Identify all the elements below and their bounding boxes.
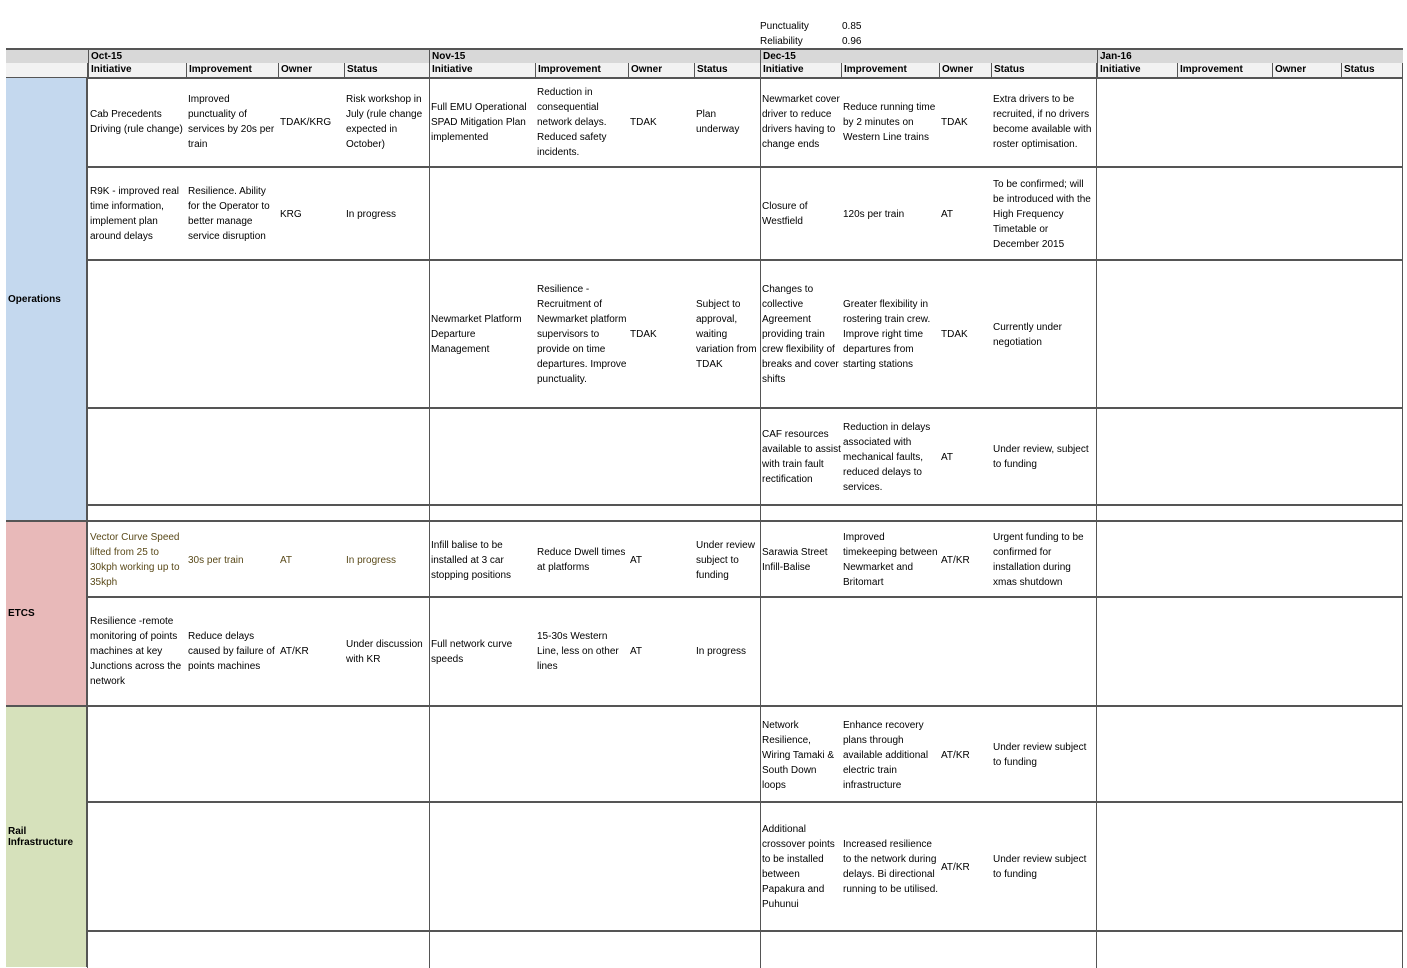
cell-owner: TDAK/KRG	[280, 116, 332, 128]
cell-owner: AT/KR	[941, 749, 970, 761]
cell-owner: AT/KR	[280, 646, 309, 657]
row-divider	[88, 930, 1403, 932]
cell-improvement: Reduction in consequential network delays. Reduced safety incidents.	[537, 86, 607, 158]
month-header-row	[6, 48, 1403, 64]
row-divider	[88, 407, 1403, 409]
col-header: Owner	[628, 63, 694, 77]
cell-improvement: Increased resilience to the network during delays. Bi directional running to be utilised.	[843, 839, 939, 895]
section-operations: Operations	[6, 78, 87, 520]
cell-status: In progress	[696, 646, 747, 657]
cell-improvement: Reduce running time by 2 minutes on Western Line trains	[843, 101, 936, 143]
section-divider	[6, 705, 1403, 707]
cell-initiative: Full network curve speeds	[431, 638, 513, 665]
cell-status: Under review subject to funding	[993, 742, 1087, 768]
cell-status: Plan underway	[696, 109, 740, 135]
cell-status: Urgent funding to be confirmed for installation during xmas shutdown	[993, 532, 1084, 588]
cell-status: Risk workshop in July (rule change expected in October)	[346, 94, 423, 150]
cell-owner: KRG	[280, 208, 302, 220]
row-divider	[88, 166, 1403, 168]
cell-owner: TDAK	[941, 116, 968, 128]
row-divider	[88, 504, 1403, 506]
cell-initiative: Closure of Westfield	[762, 201, 808, 227]
cell-owner: AT/KR	[941, 861, 970, 873]
cell-improvement: Reduction in delays associated with mechanical faults, reduced delays to services.	[843, 421, 931, 493]
section-divider	[6, 520, 1403, 522]
cell-owner: TDAK	[630, 116, 657, 128]
cell-status: Extra drivers to be recruited, if no drivers become available with roster optimisation.	[993, 94, 1092, 150]
cell-status: In progress	[346, 554, 397, 566]
col-header: Improvement	[1177, 63, 1272, 77]
col-header: Initiative	[1097, 63, 1177, 77]
month-header: Nov-15	[429, 50, 760, 63]
column-header-row	[6, 63, 1403, 79]
col-header: Owner	[939, 63, 991, 77]
cell-initiative: R9K - improved real time information, implement plan around delays	[90, 186, 179, 242]
cell-owner: AT	[630, 554, 643, 566]
col-header: Status	[344, 63, 429, 77]
cell-initiative: Additional crossover points to be installed between Papakura and Puhunui	[762, 824, 835, 910]
col-header: Initiative	[760, 63, 841, 77]
metric-label: Reliability	[760, 36, 803, 47]
month-header: Dec-15	[760, 50, 1097, 63]
cell-status: Under review subject to funding	[696, 539, 755, 581]
cell-initiative: Full EMU Operational SPAD Mitigation Plan implemented	[431, 101, 527, 143]
cell-initiative: Vector Curve Speed lifted from 25 to 30kph working up to 35kph	[90, 532, 180, 588]
cell-status: Under discussion with KR	[346, 638, 423, 665]
col-header: Status	[694, 63, 760, 77]
cell-improvement: Improved punctuality of services by 20s per train	[188, 94, 275, 150]
row-divider	[88, 801, 1403, 803]
month-header: Jan-16	[1097, 50, 1403, 63]
col-header: Initiative	[88, 63, 186, 77]
cell-improvement: 120s per train	[843, 208, 905, 220]
grid-line	[429, 63, 430, 968]
cell-improvement: Improved timekeeping between Newmarket and Britomart	[843, 532, 938, 588]
cell-status: Under review, subject to funding	[993, 444, 1089, 470]
col-header: Owner	[1272, 63, 1341, 77]
cell-status: Under review subject to funding	[993, 854, 1087, 880]
cell-improvement: Resilience - Recruitment of Newmarket platform supervisors to provide on time departures. Improve punctuality.	[537, 284, 627, 385]
cell-owner: TDAK	[941, 329, 968, 340]
cell-status: Subject to approval, waiting variation from TDAK	[696, 299, 757, 370]
cell-initiative: Cab Precedents Driving (rule change)	[90, 109, 183, 135]
cell-improvement: Reduce Dwell times at platforms	[537, 547, 626, 573]
section-etcs: ETCS	[6, 521, 87, 706]
cell-owner: AT	[941, 451, 954, 463]
cell-owner: AT	[280, 554, 293, 566]
cell-initiative: Network Resilience, Wiring Tamaki & South Down loops	[762, 719, 835, 791]
grid-line	[1402, 63, 1403, 968]
col-header: Owner	[278, 63, 344, 77]
cell-status: Currently under negotiation	[993, 321, 1062, 348]
col-header: Status	[1341, 63, 1403, 77]
metric-value: 0.96	[842, 36, 862, 47]
grid-line	[1096, 63, 1097, 968]
cell-status: To be confirmed; will be introduced with the High Frequency Timetable or December 2015	[993, 178, 1091, 250]
cell-owner: TDAK	[630, 329, 657, 340]
cell-initiative: Infill balise to be installed at 3 car stopping positions	[431, 539, 512, 581]
cell-owner: AT	[941, 208, 954, 220]
col-header: Initiative	[429, 63, 535, 77]
cell-initiative: Changes to collective Agreement providing train crew flexibility of breaks and cover shifts	[762, 284, 839, 385]
col-header: Status	[991, 63, 1097, 77]
metric-label: Punctuality	[760, 21, 809, 32]
cell-improvement: Greater flexibility in rostering train crew. Improve right time departures from starting stations	[843, 299, 931, 370]
cell-improvement: 15-30s Western Line, less on other lines	[537, 631, 619, 672]
cell-owner: AT	[630, 646, 643, 657]
cell-improvement: Reduce delays caused by failure of points machines	[188, 631, 275, 672]
cell-improvement: Resilience. Ability for the Operator to better manage service disruption	[188, 186, 270, 242]
cell-initiative: Newmarket cover driver to reduce drivers having to change ends	[762, 94, 840, 150]
grid-line	[87, 63, 88, 968]
cell-initiative: CAF resources available to assist with train fault rectification	[762, 429, 841, 485]
cell-initiative: Newmarket Platform Departure Management	[431, 314, 522, 355]
row-divider	[88, 596, 1403, 598]
col-header: Improvement	[186, 63, 278, 77]
cell-improvement: 30s per train	[188, 554, 244, 566]
row-divider	[88, 259, 1403, 261]
metrics-block	[760, 19, 861, 49]
cell-initiative: Resilience -remote monitoring of points machines at key Junctions across the network	[90, 616, 182, 687]
cell-status: In progress	[346, 208, 397, 220]
col-header: Improvement	[841, 63, 939, 77]
month-header: Oct-15	[88, 50, 429, 63]
cell-owner: AT/KR	[941, 554, 970, 566]
metric-value: 0.85	[842, 21, 862, 32]
cell-initiative: Sarawia Street Infill-Balise	[762, 547, 828, 573]
section-rail-infrastructure: Rail Infrastructure	[6, 707, 87, 967]
col-header: Improvement	[535, 63, 628, 77]
spreadsheet-grid	[6, 48, 1403, 948]
cell-improvement: Enhance recovery plans through available additional electric train infrastructure	[843, 719, 929, 791]
